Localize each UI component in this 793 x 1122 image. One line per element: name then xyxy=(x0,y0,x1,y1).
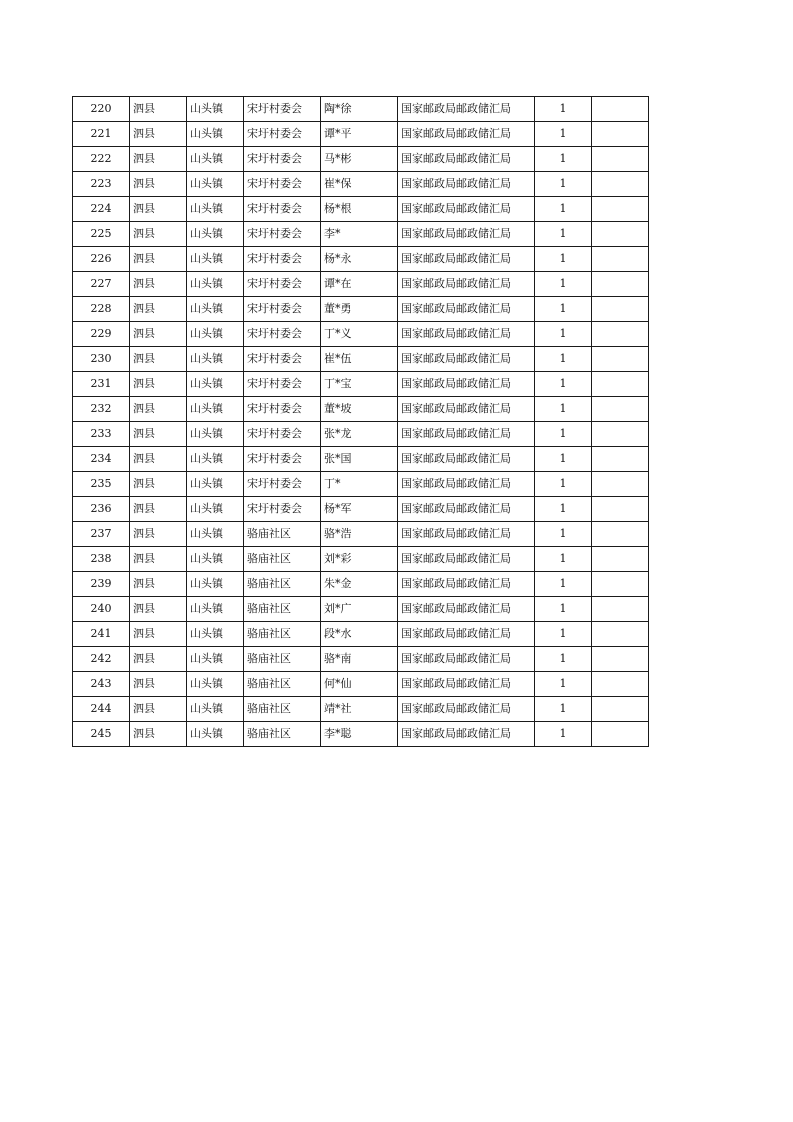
table-row xyxy=(73,372,649,397)
quantity-cell: 1 xyxy=(535,247,592,272)
town-cell: 山头镇 xyxy=(187,247,244,272)
village-cell: 宋圩村委会 xyxy=(244,247,321,272)
county-cell: 泗县 xyxy=(130,97,187,122)
quantity-cell: 1 xyxy=(535,297,592,322)
row-number-cell: 225 xyxy=(73,222,130,247)
table-row xyxy=(73,97,649,122)
county-cell: 泗县 xyxy=(130,522,187,547)
table-row xyxy=(73,272,649,297)
institution-cell: 国家邮政局邮政储汇局 xyxy=(398,497,535,522)
institution-cell: 国家邮政局邮政储汇局 xyxy=(398,97,535,122)
name-cell: 丁*宝 xyxy=(321,372,398,397)
institution-cell: 国家邮政局邮政储汇局 xyxy=(398,397,535,422)
county-cell: 泗县 xyxy=(130,322,187,347)
name-cell: 靖*社 xyxy=(321,697,398,722)
county-cell: 泗县 xyxy=(130,197,187,222)
village-cell: 宋圩村委会 xyxy=(244,272,321,297)
quantity-cell: 1 xyxy=(535,322,592,347)
town-cell: 山头镇 xyxy=(187,647,244,672)
village-cell: 宋圩村委会 xyxy=(244,347,321,372)
remark-cell xyxy=(592,197,649,222)
institution-cell: 国家邮政局邮政储汇局 xyxy=(398,547,535,572)
name-cell: 杨*根 xyxy=(321,197,398,222)
table-row xyxy=(73,522,649,547)
row-number-cell: 242 xyxy=(73,647,130,672)
town-cell: 山头镇 xyxy=(187,522,244,547)
row-number-cell: 222 xyxy=(73,147,130,172)
table-row xyxy=(73,322,649,347)
table-row xyxy=(73,222,649,247)
table-row xyxy=(73,622,649,647)
row-number-cell: 221 xyxy=(73,122,130,147)
town-cell: 山头镇 xyxy=(187,597,244,622)
institution-cell: 国家邮政局邮政储汇局 xyxy=(398,472,535,497)
town-cell: 山头镇 xyxy=(187,497,244,522)
county-cell: 泗县 xyxy=(130,247,187,272)
village-cell: 宋圩村委会 xyxy=(244,397,321,422)
quantity-cell: 1 xyxy=(535,347,592,372)
town-cell: 山头镇 xyxy=(187,547,244,572)
village-cell: 宋圩村委会 xyxy=(244,422,321,447)
table-row xyxy=(73,247,649,272)
village-cell: 宋圩村委会 xyxy=(244,497,321,522)
institution-cell: 国家邮政局邮政储汇局 xyxy=(398,172,535,197)
institution-cell: 国家邮政局邮政储汇局 xyxy=(398,697,535,722)
row-number-cell: 235 xyxy=(73,472,130,497)
institution-cell: 国家邮政局邮政储汇局 xyxy=(398,647,535,672)
quantity-cell: 1 xyxy=(535,422,592,447)
row-number-cell: 240 xyxy=(73,597,130,622)
row-number-cell: 241 xyxy=(73,622,130,647)
name-cell: 朱*金 xyxy=(321,572,398,597)
village-cell: 骆庙社区 xyxy=(244,597,321,622)
row-number-cell: 223 xyxy=(73,172,130,197)
quantity-cell: 1 xyxy=(535,472,592,497)
village-cell: 骆庙社区 xyxy=(244,672,321,697)
table-row xyxy=(73,722,649,747)
town-cell: 山头镇 xyxy=(187,472,244,497)
row-number-cell: 230 xyxy=(73,347,130,372)
table-row xyxy=(73,447,649,472)
table-row xyxy=(73,697,649,722)
quantity-cell: 1 xyxy=(535,547,592,572)
institution-cell: 国家邮政局邮政储汇局 xyxy=(398,347,535,372)
name-cell: 骆*浩 xyxy=(321,522,398,547)
remark-cell xyxy=(592,422,649,447)
remark-cell xyxy=(592,572,649,597)
remark-cell xyxy=(592,597,649,622)
name-cell: 董*勇 xyxy=(321,297,398,322)
remark-cell xyxy=(592,172,649,197)
name-cell: 丁* xyxy=(321,472,398,497)
institution-cell: 国家邮政局邮政储汇局 xyxy=(398,422,535,447)
row-number-cell: 237 xyxy=(73,522,130,547)
remark-cell xyxy=(592,97,649,122)
row-number-cell: 229 xyxy=(73,322,130,347)
institution-cell: 国家邮政局邮政储汇局 xyxy=(398,122,535,147)
village-cell: 骆庙社区 xyxy=(244,522,321,547)
name-cell: 骆*南 xyxy=(321,647,398,672)
name-cell: 刘*广 xyxy=(321,597,398,622)
town-cell: 山头镇 xyxy=(187,697,244,722)
quantity-cell: 1 xyxy=(535,372,592,397)
institution-cell: 国家邮政局邮政储汇局 xyxy=(398,622,535,647)
name-cell: 何*仙 xyxy=(321,672,398,697)
quantity-cell: 1 xyxy=(535,497,592,522)
table-row xyxy=(73,297,649,322)
town-cell: 山头镇 xyxy=(187,672,244,697)
remark-cell xyxy=(592,647,649,672)
quantity-cell: 1 xyxy=(535,672,592,697)
row-number-cell: 220 xyxy=(73,97,130,122)
village-cell: 骆庙社区 xyxy=(244,622,321,647)
table-body xyxy=(73,97,649,747)
town-cell: 山头镇 xyxy=(187,722,244,747)
table-row xyxy=(73,497,649,522)
table-row xyxy=(73,547,649,572)
name-cell: 刘*彩 xyxy=(321,547,398,572)
town-cell: 山头镇 xyxy=(187,447,244,472)
institution-cell: 国家邮政局邮政储汇局 xyxy=(398,147,535,172)
village-cell: 骆庙社区 xyxy=(244,572,321,597)
quantity-cell: 1 xyxy=(535,447,592,472)
remark-cell xyxy=(592,122,649,147)
village-cell: 宋圩村委会 xyxy=(244,172,321,197)
institution-cell: 国家邮政局邮政储汇局 xyxy=(398,522,535,547)
row-number-cell: 236 xyxy=(73,497,130,522)
institution-cell: 国家邮政局邮政储汇局 xyxy=(398,672,535,697)
town-cell: 山头镇 xyxy=(187,297,244,322)
village-cell: 骆庙社区 xyxy=(244,647,321,672)
table-row xyxy=(73,572,649,597)
county-cell: 泗县 xyxy=(130,222,187,247)
name-cell: 谭*在 xyxy=(321,272,398,297)
village-cell: 宋圩村委会 xyxy=(244,372,321,397)
table-row xyxy=(73,347,649,372)
row-number-cell: 244 xyxy=(73,697,130,722)
table-row xyxy=(73,597,649,622)
remark-cell xyxy=(592,547,649,572)
county-cell: 泗县 xyxy=(130,597,187,622)
row-number-cell: 226 xyxy=(73,247,130,272)
table-row xyxy=(73,647,649,672)
village-cell: 宋圩村委会 xyxy=(244,447,321,472)
remark-cell xyxy=(592,372,649,397)
county-cell: 泗县 xyxy=(130,122,187,147)
roster-table xyxy=(72,96,649,747)
quantity-cell: 1 xyxy=(535,272,592,297)
remark-cell xyxy=(592,697,649,722)
institution-cell: 国家邮政局邮政储汇局 xyxy=(398,272,535,297)
remark-cell xyxy=(592,722,649,747)
row-number-cell: 239 xyxy=(73,572,130,597)
county-cell: 泗县 xyxy=(130,697,187,722)
quantity-cell: 1 xyxy=(535,222,592,247)
row-number-cell: 232 xyxy=(73,397,130,422)
village-cell: 宋圩村委会 xyxy=(244,472,321,497)
name-cell: 段*水 xyxy=(321,622,398,647)
quantity-cell: 1 xyxy=(535,122,592,147)
county-cell: 泗县 xyxy=(130,372,187,397)
quantity-cell: 1 xyxy=(535,697,592,722)
quantity-cell: 1 xyxy=(535,197,592,222)
county-cell: 泗县 xyxy=(130,722,187,747)
institution-cell: 国家邮政局邮政储汇局 xyxy=(398,447,535,472)
name-cell: 张*国 xyxy=(321,447,398,472)
village-cell: 骆庙社区 xyxy=(244,722,321,747)
table-row xyxy=(73,422,649,447)
table-row xyxy=(73,172,649,197)
name-cell: 陶*徐 xyxy=(321,97,398,122)
town-cell: 山头镇 xyxy=(187,422,244,447)
name-cell: 崔*伍 xyxy=(321,347,398,372)
town-cell: 山头镇 xyxy=(187,147,244,172)
county-cell: 泗县 xyxy=(130,347,187,372)
table-row xyxy=(73,472,649,497)
institution-cell: 国家邮政局邮政储汇局 xyxy=(398,597,535,622)
village-cell: 宋圩村委会 xyxy=(244,97,321,122)
remark-cell xyxy=(592,222,649,247)
remark-cell xyxy=(592,147,649,172)
remark-cell xyxy=(592,247,649,272)
remark-cell xyxy=(592,322,649,347)
village-cell: 宋圩村委会 xyxy=(244,197,321,222)
table-row xyxy=(73,397,649,422)
quantity-cell: 1 xyxy=(535,722,592,747)
town-cell: 山头镇 xyxy=(187,197,244,222)
town-cell: 山头镇 xyxy=(187,397,244,422)
remark-cell xyxy=(592,472,649,497)
county-cell: 泗县 xyxy=(130,547,187,572)
row-number-cell: 234 xyxy=(73,447,130,472)
remark-cell xyxy=(592,497,649,522)
county-cell: 泗县 xyxy=(130,147,187,172)
row-number-cell: 238 xyxy=(73,547,130,572)
remark-cell xyxy=(592,272,649,297)
name-cell: 崔*保 xyxy=(321,172,398,197)
institution-cell: 国家邮政局邮政储汇局 xyxy=(398,372,535,397)
quantity-cell: 1 xyxy=(535,147,592,172)
quantity-cell: 1 xyxy=(535,597,592,622)
institution-cell: 国家邮政局邮政储汇局 xyxy=(398,572,535,597)
county-cell: 泗县 xyxy=(130,672,187,697)
table-row xyxy=(73,147,649,172)
county-cell: 泗县 xyxy=(130,647,187,672)
town-cell: 山头镇 xyxy=(187,272,244,297)
row-number-cell: 228 xyxy=(73,297,130,322)
village-cell: 宋圩村委会 xyxy=(244,122,321,147)
name-cell: 杨*永 xyxy=(321,247,398,272)
row-number-cell: 245 xyxy=(73,722,130,747)
village-cell: 宋圩村委会 xyxy=(244,147,321,172)
county-cell: 泗县 xyxy=(130,572,187,597)
remark-cell xyxy=(592,622,649,647)
village-cell: 宋圩村委会 xyxy=(244,222,321,247)
county-cell: 泗县 xyxy=(130,297,187,322)
county-cell: 泗县 xyxy=(130,422,187,447)
table-row xyxy=(73,672,649,697)
town-cell: 山头镇 xyxy=(187,322,244,347)
county-cell: 泗县 xyxy=(130,447,187,472)
remark-cell xyxy=(592,297,649,322)
row-number-cell: 227 xyxy=(73,272,130,297)
name-cell: 谭*平 xyxy=(321,122,398,147)
row-number-cell: 233 xyxy=(73,422,130,447)
remark-cell xyxy=(592,447,649,472)
name-cell: 杨*军 xyxy=(321,497,398,522)
name-cell: 丁*义 xyxy=(321,322,398,347)
village-cell: 骆庙社区 xyxy=(244,697,321,722)
county-cell: 泗县 xyxy=(130,472,187,497)
row-number-cell: 224 xyxy=(73,197,130,222)
quantity-cell: 1 xyxy=(535,572,592,597)
quantity-cell: 1 xyxy=(535,522,592,547)
village-cell: 宋圩村委会 xyxy=(244,322,321,347)
county-cell: 泗县 xyxy=(130,172,187,197)
institution-cell: 国家邮政局邮政储汇局 xyxy=(398,297,535,322)
institution-cell: 国家邮政局邮政储汇局 xyxy=(398,322,535,347)
quantity-cell: 1 xyxy=(535,397,592,422)
name-cell: 马*彬 xyxy=(321,147,398,172)
county-cell: 泗县 xyxy=(130,397,187,422)
remark-cell xyxy=(592,522,649,547)
institution-cell: 国家邮政局邮政储汇局 xyxy=(398,197,535,222)
town-cell: 山头镇 xyxy=(187,222,244,247)
table-row xyxy=(73,197,649,222)
name-cell: 董*坡 xyxy=(321,397,398,422)
name-cell: 李*聪 xyxy=(321,722,398,747)
row-number-cell: 243 xyxy=(73,672,130,697)
town-cell: 山头镇 xyxy=(187,172,244,197)
remark-cell xyxy=(592,347,649,372)
town-cell: 山头镇 xyxy=(187,97,244,122)
remark-cell xyxy=(592,672,649,697)
quantity-cell: 1 xyxy=(535,647,592,672)
village-cell: 宋圩村委会 xyxy=(244,297,321,322)
town-cell: 山头镇 xyxy=(187,347,244,372)
institution-cell: 国家邮政局邮政储汇局 xyxy=(398,247,535,272)
county-cell: 泗县 xyxy=(130,272,187,297)
town-cell: 山头镇 xyxy=(187,572,244,597)
village-cell: 骆庙社区 xyxy=(244,547,321,572)
remark-cell xyxy=(592,397,649,422)
row-number-cell: 231 xyxy=(73,372,130,397)
name-cell: 张*龙 xyxy=(321,422,398,447)
county-cell: 泗县 xyxy=(130,497,187,522)
table-row xyxy=(73,122,649,147)
county-cell: 泗县 xyxy=(130,622,187,647)
town-cell: 山头镇 xyxy=(187,622,244,647)
institution-cell: 国家邮政局邮政储汇局 xyxy=(398,222,535,247)
town-cell: 山头镇 xyxy=(187,122,244,147)
quantity-cell: 1 xyxy=(535,622,592,647)
town-cell: 山头镇 xyxy=(187,372,244,397)
institution-cell: 国家邮政局邮政储汇局 xyxy=(398,722,535,747)
quantity-cell: 1 xyxy=(535,97,592,122)
name-cell: 李* xyxy=(321,222,398,247)
quantity-cell: 1 xyxy=(535,172,592,197)
